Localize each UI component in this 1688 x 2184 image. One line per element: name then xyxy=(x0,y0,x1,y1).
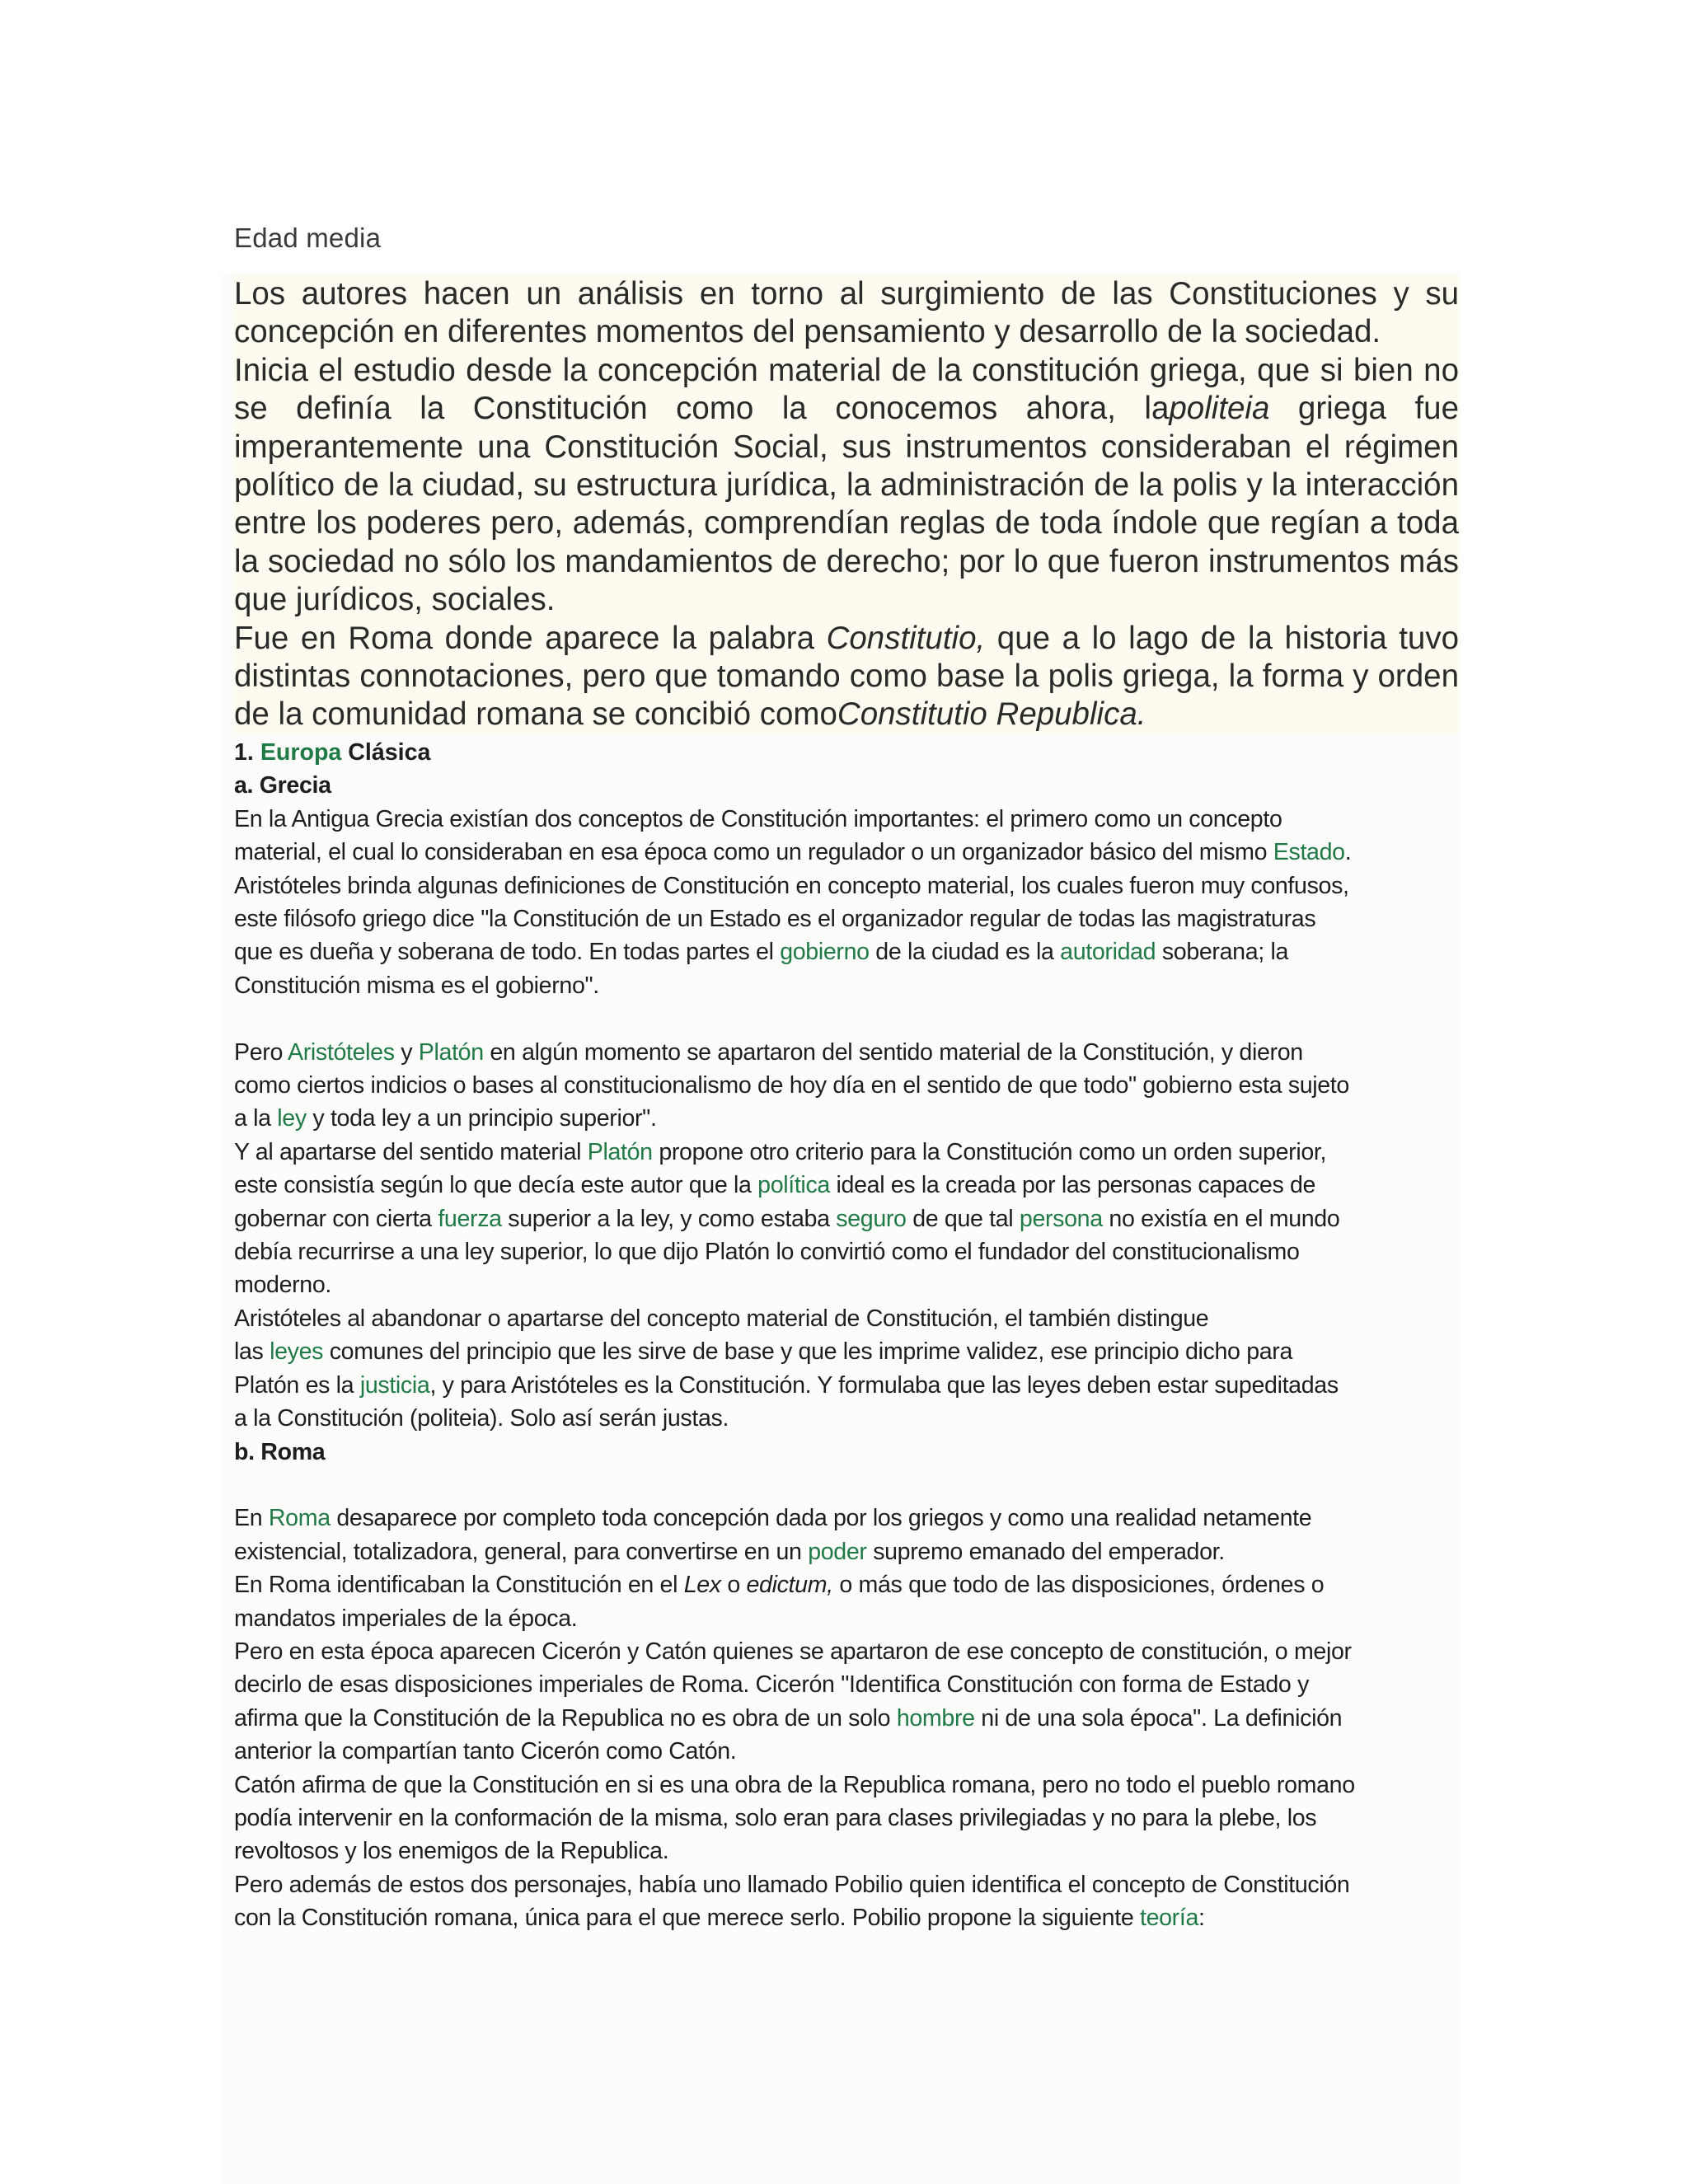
intro-p2-italic: politeia xyxy=(1169,391,1270,427)
text: supremo emanado del emperador. xyxy=(866,1538,1225,1565)
intro-p3-italic-end: Constitutio Republica. xyxy=(837,696,1146,733)
intro-p2-text: Inicia el estudio desde la concepción material de la constitución griega, que si bien no se definía la Constitución como la conocemos ahora, la xyxy=(234,352,1459,427)
grecia-line-4: este filósofo griego dice "la Constitución de un Estado es el organizador regular de todas las magistraturas xyxy=(234,906,1316,933)
grecia-line-5 xyxy=(234,935,1470,968)
text: . xyxy=(1344,839,1352,866)
grecia-line-1: En la Antigua Grecia existían dos conceptos de Constitución importantes: el primero como un concepto xyxy=(234,805,1282,832)
text: de que tal xyxy=(906,1205,1020,1232)
section-title-rest: Clásica xyxy=(348,739,431,766)
page-heading: Edad media xyxy=(234,223,382,253)
intro-p3-text-mid: que a lo lago de la historia tuvo distintas connotaciones, pero que tomando como base la polis griega, la forma y orden de la comunidad romana se concibió como xyxy=(234,620,1459,733)
text: propone otro criterio para la Constitución como un orden superior, xyxy=(652,1138,1327,1165)
text: las xyxy=(234,1338,270,1366)
text: ni de una sola época". La definición xyxy=(974,1704,1343,1732)
grecia-line-9 xyxy=(234,1102,1470,1135)
link-estado[interactable]: Estado xyxy=(1273,839,1345,866)
italic-edictum: edictum, xyxy=(746,1572,833,1599)
text: con la Constitución romana, única para el que merece serlo. Pobilio propone la siguiente xyxy=(234,1905,1140,1932)
intro-paragraph-1: Los autores hacen un análisis en torno al surgimiento de las Constituciones y su concepción en diferentes momentos del pensamiento y desarrollo de la sociedad. xyxy=(234,276,1459,350)
link-teoria[interactable]: teoría xyxy=(1139,1905,1199,1932)
text: material, el cual lo consideraban en esa época como un regulador o un organizador básico del mismo xyxy=(234,839,1273,866)
roma-line-3 xyxy=(234,1568,1470,1601)
link-justicia[interactable]: justicia xyxy=(359,1371,430,1399)
text: que es dueña y soberana de todo. En todas partes el xyxy=(234,939,781,966)
grecia-line-2 xyxy=(234,836,1470,869)
grecia-line-14: moderno. xyxy=(234,1272,331,1299)
text: afirma que la Constitución de la Republica no es obra de un solo xyxy=(234,1704,897,1732)
intro-highlight-block xyxy=(234,275,1459,734)
intro-paragraph-3 xyxy=(234,620,1459,734)
text: superior a la ley, y como estaba xyxy=(501,1205,837,1232)
link-gobierno[interactable]: gobierno xyxy=(780,939,870,966)
document-body xyxy=(234,736,1470,1935)
roma-line-7 xyxy=(234,1702,1470,1735)
subsection-roma-title: b. Roma xyxy=(234,1438,326,1465)
grecia-line-11 xyxy=(234,1169,1470,1202)
text: En xyxy=(234,1505,269,1532)
intro-p3-text: Fue en Roma donde aparece la palabra xyxy=(234,620,827,656)
text: y xyxy=(394,1038,419,1066)
text: desaparece por completo toda concepción dada por los griegos y como una realidad netamente xyxy=(330,1505,1312,1532)
text: Y al apartarse del sentido material xyxy=(234,1138,588,1165)
roma-line-12: Pero además de estos dos personajes, había uno llamado Pobilio quien identifica el concepto de Constitución xyxy=(234,1871,1350,1898)
intro-paragraph-2 xyxy=(234,352,1459,620)
text: no existía en el mundo xyxy=(1102,1205,1340,1232)
text: o más que todo de las disposiciones, órdenes o xyxy=(832,1572,1325,1599)
roma-line-1 xyxy=(234,1502,1470,1535)
text: este consistía según lo que decía este autor que la xyxy=(234,1172,758,1199)
grecia-line-6: Constitución misma es el gobierno". xyxy=(234,972,599,999)
link-hombre[interactable]: hombre xyxy=(896,1704,975,1732)
text: existencial, totalizadora, general, para convertirse en un xyxy=(234,1538,809,1565)
text: en algún momento se apartaron del sentido material de la Constitución, y dieron xyxy=(483,1038,1303,1066)
roma-line-10: podía intervenir en la conformación de la misma, solo eran para clases privilegiadas y no para la plebe, los xyxy=(234,1804,1317,1831)
text: soberana; la xyxy=(1156,939,1289,966)
link-platon-2[interactable]: Platón xyxy=(587,1138,653,1165)
text: Pero xyxy=(234,1038,288,1066)
text: a la xyxy=(234,1105,278,1132)
roma-line-13 xyxy=(234,1901,1470,1934)
grecia-line-12 xyxy=(234,1202,1470,1235)
grecia-line-3: Aristóteles brinda algunas definiciones de Constitución en concepto material, los cuales fueron muy confusos, xyxy=(234,872,1349,899)
link-seguro[interactable]: seguro xyxy=(836,1205,907,1232)
link-autoridad[interactable]: autoridad xyxy=(1060,939,1156,966)
text: gobernar con cierta xyxy=(234,1205,438,1232)
intro-p2-text-end: griega fue imperantemente una Constitución Social, sus instrumentos consideraban el régimen político de la ciudad, su estructura jurídica, la administración de la polis y la interacción entre los poderes pero, además, comprendían reglas de toda índole que regían a toda la sociedad no sólo los mandamientos de derecho; por lo que fueron instrumentos más que jurídicos, sociales. xyxy=(234,391,1459,618)
text: ideal es la creada por las personas capaces de xyxy=(829,1172,1316,1199)
roma-line-11: revoltosos y los enemigos de la Republica. xyxy=(234,1838,669,1865)
link-aristoteles[interactable]: Aristóteles xyxy=(288,1038,395,1066)
text: Platón es la xyxy=(234,1371,360,1399)
link-roma[interactable]: Roma xyxy=(268,1505,331,1532)
section-1-heading xyxy=(234,736,1470,769)
roma-line-2 xyxy=(234,1535,1470,1568)
section-number: 1. xyxy=(234,739,254,766)
blank-line xyxy=(234,1002,1470,1035)
intro-p3-italic: Constitutio, xyxy=(826,620,986,656)
roma-line-8: anterior la compartían tanto Cicerón como Catón. xyxy=(234,1738,737,1765)
grecia-line-16 xyxy=(234,1335,1470,1368)
link-platon[interactable]: Platón xyxy=(418,1038,484,1066)
grecia-line-7 xyxy=(234,1036,1470,1069)
grecia-line-18: a la Constitución (politeia). Solo así serán justas. xyxy=(234,1405,729,1432)
text: : xyxy=(1198,1905,1205,1932)
subsection-grecia-title: a. Grecia xyxy=(234,772,331,799)
italic-lex: Lex xyxy=(683,1572,721,1599)
link-politica[interactable]: política xyxy=(757,1172,830,1199)
text: y toda ley a un principio superior". xyxy=(306,1105,657,1132)
text: comunes del principio que les sirve de base y que les imprime validez, ese principio dicho para xyxy=(323,1338,1293,1366)
roma-line-4: mandatos imperiales de la época. xyxy=(234,1605,578,1632)
grecia-line-15: Aristóteles al abandonar o apartarse del concepto material de Constitución, el también distingue xyxy=(234,1305,1209,1332)
grecia-line-17 xyxy=(234,1369,1470,1402)
link-poder[interactable]: poder xyxy=(808,1538,867,1565)
grecia-line-8: como ciertos indicios o bases al constitucionalismo de hoy día en el sentido de que todo" gobierno esta sujeto xyxy=(234,1072,1349,1099)
link-fuerza[interactable]: fuerza xyxy=(438,1205,502,1232)
grecia-line-13: debía recurrirse a una ley superior, lo que dijo Platón lo convirtió como el fundador del constitucionalismo xyxy=(234,1239,1300,1266)
roma-line-5: Pero en esta época aparecen Cicerón y Catón quienes se apartaron de ese concepto de constitución, o mejor xyxy=(234,1638,1352,1665)
text: En Roma identificaban la Constitución en el xyxy=(234,1572,684,1599)
link-persona[interactable]: persona xyxy=(1019,1205,1103,1232)
link-europa[interactable]: Europa xyxy=(260,739,342,766)
text: de la ciudad es la xyxy=(869,939,1061,966)
blank-line xyxy=(234,1469,1470,1502)
link-leyes[interactable]: leyes xyxy=(270,1338,324,1366)
roma-line-9: Catón afirma de que la Constitución en si es una obra de la Republica romana, pero no todo el pueblo romano xyxy=(234,1771,1355,1798)
link-ley[interactable]: ley xyxy=(277,1105,307,1132)
text: o xyxy=(720,1572,747,1599)
grecia-line-10 xyxy=(234,1136,1470,1169)
roma-line-6: decirlo de esas disposiciones imperiales de Roma. Cicerón "Identifica Constitución con forma de Estado y xyxy=(234,1671,1310,1699)
text: , y para Aristóteles es la Constitución. Y formulaba que las leyes deben estar supeditadas xyxy=(429,1371,1339,1399)
